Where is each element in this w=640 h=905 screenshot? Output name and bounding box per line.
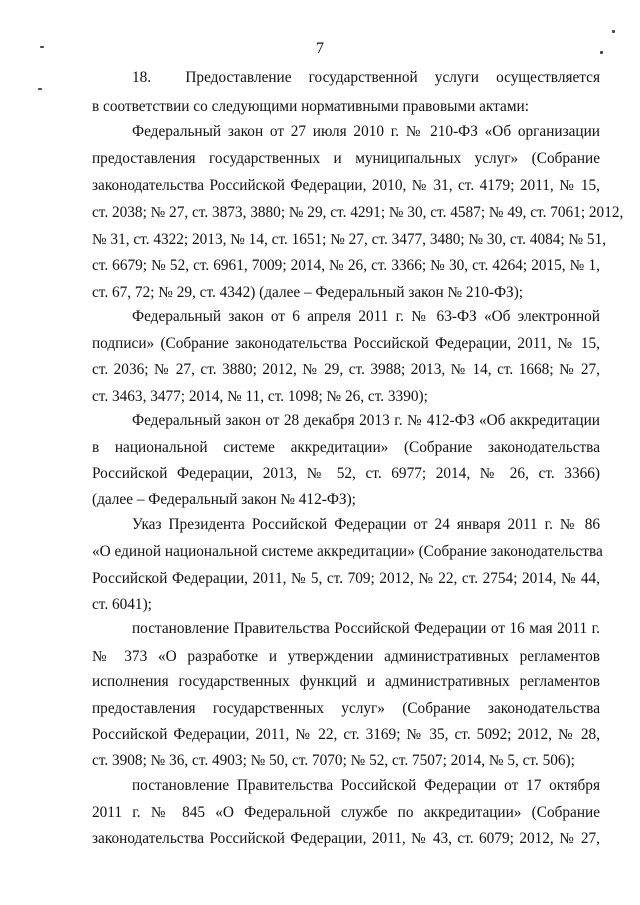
paragraph-line: законодательства Российской Федерации, 2010, № 31, ст. 4179; 2011, № 15, xyxy=(92,177,600,194)
scan-speck xyxy=(612,30,615,33)
paragraph-line: «О единой национальной системе аккредитации» (Собрание законодательства xyxy=(92,543,603,560)
paragraph-line: № 373 «О разработке и утверждении административных регламентов xyxy=(92,648,600,665)
paragraph-line: Федеральный закон от 28 декабря 2013 г. № 412-ФЗ «Об аккредитации xyxy=(132,412,600,429)
paragraph-line: ст. 3908; № 36, ст. 4903; № 50, ст. 7070; № 52, ст. 7507; 2014, № 5, ст. 506); xyxy=(92,752,575,769)
paragraph-line: 2011 г. № 845 «О Федеральной службе по аккредитации» (Собрание xyxy=(92,804,600,821)
paragraph-line: (далее – Федеральный закон № 412-ФЗ); xyxy=(92,491,356,508)
paragraph-line: Федеральный закон от 6 апреля 2011 г. № 63-ФЗ «Об электронной xyxy=(132,308,600,325)
page-number: 7 xyxy=(316,40,324,57)
paragraph-line: Указ Президента Российской Федерации от 24 января 2011 г. № 86 xyxy=(132,516,600,533)
paragraph-line: № 31, ст. 4322; 2013, № 14, ст. 1651; № 27, ст. 3477, 3480; № 30, ст. 4084; № 51, xyxy=(92,231,607,248)
paragraph-line: ст. 2036; № 27, ст. 3880; 2012, № 29, ст. 3988; 2013, № 14, ст. 1668; № 27, xyxy=(92,361,600,378)
paragraph-line: в соответствии со следующими нормативными правовыми актами: xyxy=(92,98,529,115)
paragraph-line: в национальной системе аккредитации» (Собрание законодательства xyxy=(92,439,600,456)
paragraph-line: 18. Предоставление государственной услуги осуществляется xyxy=(132,69,600,86)
paragraph-line: исполнения государственных функций и административных регламентов xyxy=(92,673,600,690)
paragraph-line: предоставления государственных и муниципальных услуг» (Собрание xyxy=(92,150,600,167)
paragraph-line: постановление Правительства Российской Федерации от 17 октября xyxy=(132,777,600,794)
scan-speck xyxy=(40,46,44,48)
scan-speck xyxy=(600,51,603,54)
paragraph-line: ст. 6041); xyxy=(92,596,152,613)
paragraph-line: законодательства Российской Федерации, 2011, № 43, ст. 6079; 2012, № 27, xyxy=(92,830,600,847)
paragraph-line: Российской Федерации, 2013, № 52, ст. 6977; 2014, № 26, ст. 3366) xyxy=(92,465,600,482)
paragraph-line: ст. 2038; № 27, ст. 3873, 3880; № 29, ст. 4291; № 30, ст. 4587; № 49, ст. 7061; 2012, xyxy=(92,204,624,221)
paragraph-line: постановление Правительства Российской Федерации от 16 мая 2011 г. xyxy=(132,620,600,637)
paragraph-line: подписи» (Собрание законодательства Российской Федерации, 2011, № 15, xyxy=(92,335,600,352)
paragraph-line: Российской Федерации, 2011, № 5, ст. 709; 2012, № 22, ст. 2754; 2014, № 44, xyxy=(92,570,600,587)
scan-speck xyxy=(38,88,42,90)
paragraph-line: ст. 6679; № 52, ст. 6961, 7009; 2014, № 26, ст. 3366; № 30, ст. 4264; 2015, № 1, xyxy=(92,257,600,274)
paragraph-line: Федеральный закон от 27 июля 2010 г. № 210-ФЗ «Об организации xyxy=(132,123,600,140)
paragraph-line: предоставления государственных услуг» (Собрание законодательства xyxy=(92,700,600,717)
paragraph-line: ст. 3463, 3477; 2014, № 11, ст. 1098; № 26, ст. 3390); xyxy=(92,388,428,405)
paragraph-line: ст. 67, 72; № 29, ст. 4342) (далее – Федеральный закон № 210-ФЗ); xyxy=(92,284,524,301)
paragraph-line: Российской Федерации, 2011, № 22, ст. 3169; № 35, ст. 5092; 2012, № 28, xyxy=(92,726,600,743)
